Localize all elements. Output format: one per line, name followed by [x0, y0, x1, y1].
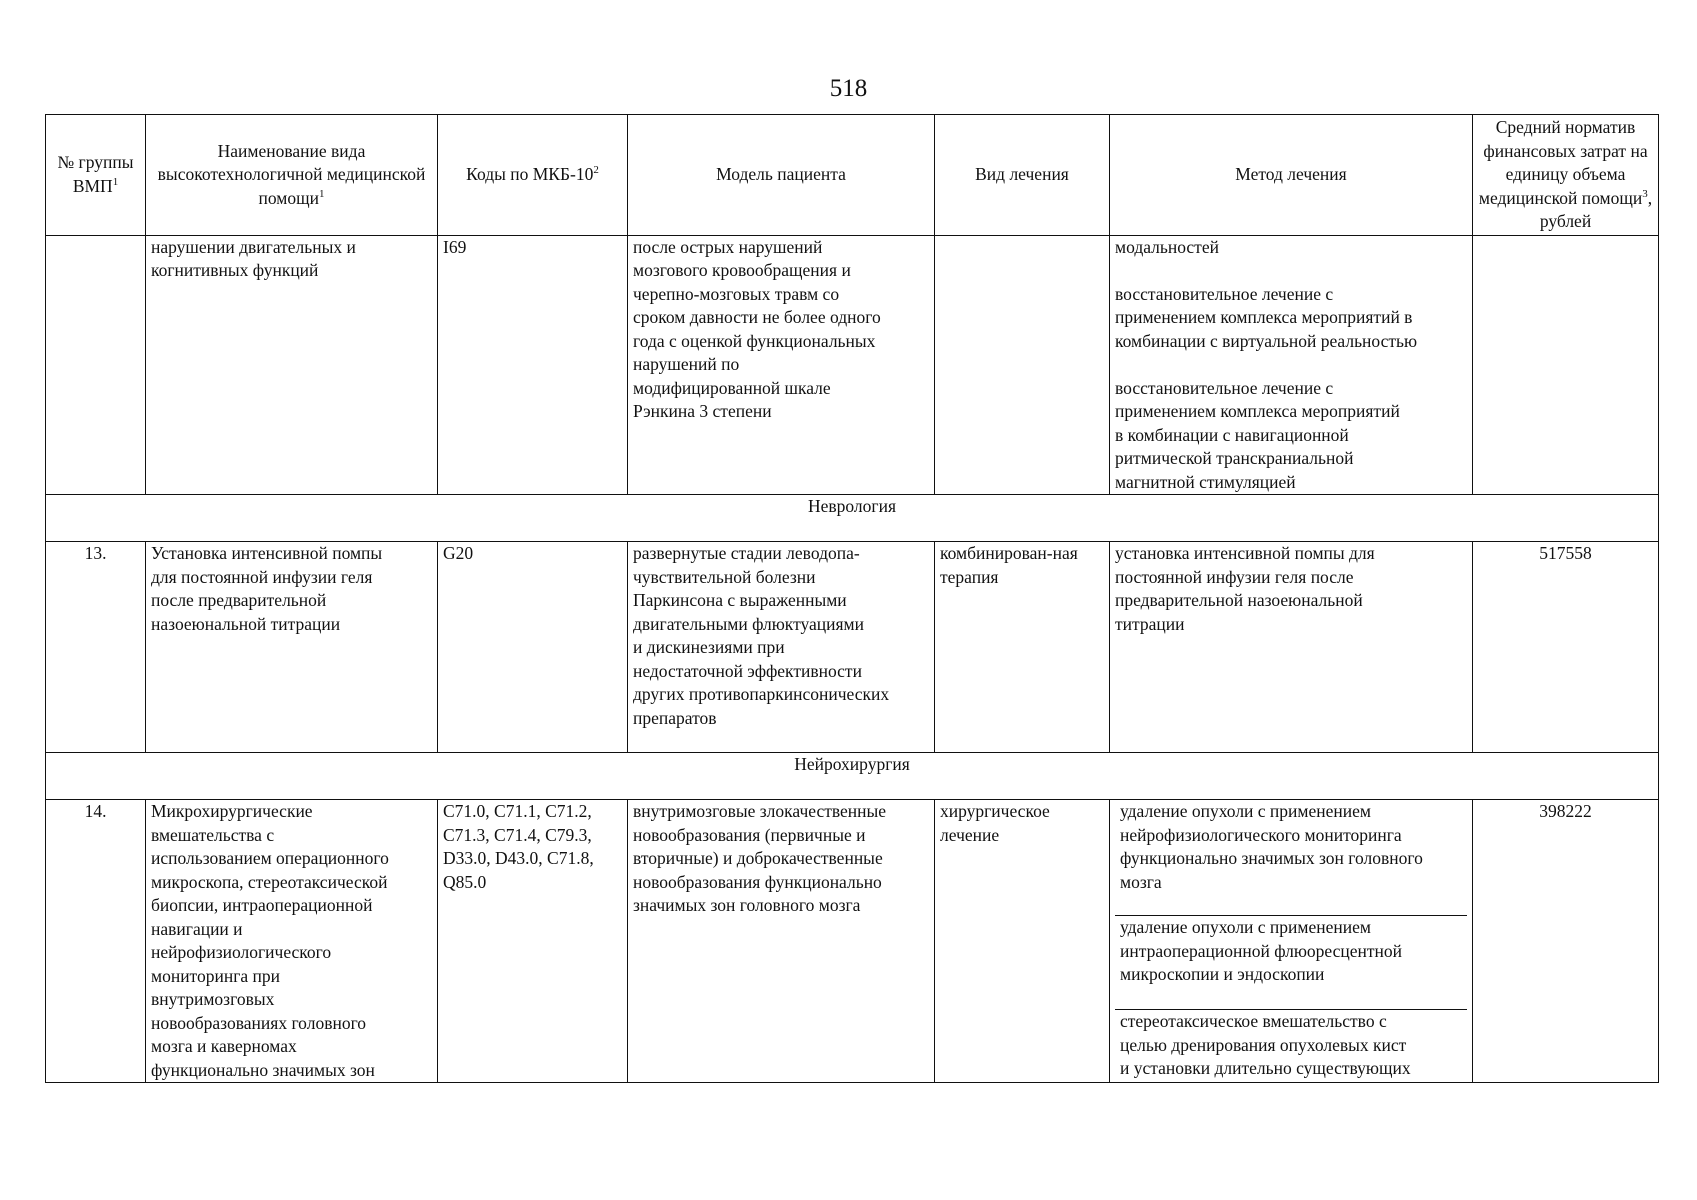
cell-patient-model [628, 800, 935, 1083]
text-line: назоеюнальной титрации [151, 613, 341, 634]
text-line: комбинирован-ная [940, 543, 1078, 563]
text-line: использованием операционного [151, 848, 389, 868]
text-line: новообразования (первичные и [633, 824, 866, 845]
table-row [46, 542, 1659, 753]
header-codes: Коды по МКБ-$10^2$ [438, 115, 628, 236]
text-line: препаратов [633, 707, 717, 728]
text-line: черепно-мозговых травм со [633, 283, 840, 304]
text-line: Паркинсона с выраженными [633, 590, 847, 610]
cell-name [146, 542, 438, 753]
text-line: новообразованиях головного [151, 1012, 367, 1033]
text-line: недостаточной эффективности [633, 660, 862, 681]
text-line: нарушений по [633, 354, 740, 374]
table-row [46, 800, 1659, 1083]
cell-patient-model [628, 542, 935, 753]
cell-cost [1473, 235, 1659, 495]
text-line: биопсии, интраоперационной [151, 895, 373, 915]
cell-method [1110, 542, 1473, 753]
text-line: хирургическое [940, 801, 1050, 821]
section-title: Нейрохирургия [46, 753, 1659, 800]
text-line: магнитной стимуляцией [1115, 471, 1296, 492]
header-cost: Средний норматив финансовых затрат на единицу объема медицинской помощи$^3$, рублей [1473, 115, 1659, 236]
text-line: стереотаксическое вмешательство с [1120, 1011, 1387, 1031]
text-line: ритмической транскраниальной [1115, 448, 1354, 468]
text-line: сроком давности не более одного [633, 307, 881, 327]
text-line: удаление опухоли с применением [1120, 917, 1371, 937]
text-line: удаление опухоли с применением [1120, 801, 1371, 821]
text-line: нейрофизиологического мониторинга [1120, 824, 1402, 845]
text-line: нейрофизиологического [151, 942, 332, 962]
text-line: мозга [1120, 871, 1162, 892]
text-line: модифицированной шкале [633, 377, 831, 398]
text-line: развернутые стадии леводопа- [633, 543, 860, 563]
text-line: применением комплекса мероприятий в [1115, 307, 1413, 327]
text-line: после острых нарушений [633, 236, 823, 257]
text-line: новообразования функционально [633, 871, 882, 892]
text-line: C71.3, C71.4, C79.3, [443, 824, 592, 845]
text-line: внутримозговых [151, 989, 275, 1009]
text-line: после предварительной [151, 590, 327, 610]
cell-cost: 398222 [1473, 800, 1659, 1083]
text-line: титрации [1115, 613, 1185, 634]
page-number: 518 [829, 75, 868, 102]
cell-codes [438, 542, 628, 753]
text-line: терапия [940, 566, 999, 587]
text-line: микроскопии и эндоскопии [1120, 964, 1325, 984]
text-line: года с оценкой функциональных [633, 330, 876, 351]
text-line: целью дренирования опухолевых кист [1120, 1034, 1407, 1055]
text-line: I69 [443, 236, 467, 257]
text-line: Рэнкина 3 степени [633, 401, 772, 421]
table-row [46, 235, 1659, 495]
cell-treatment [935, 800, 1110, 1083]
text-line: модальностей [1115, 236, 1219, 257]
text-line: Q85.0 [443, 871, 487, 892]
header-method: Метод лечения [1110, 115, 1473, 236]
cell-cost: 517558 [1473, 542, 1659, 753]
text-line: нарушении двигательных и [151, 236, 356, 257]
cell-treatment [935, 542, 1110, 753]
text-line: мозга и каверномах [151, 1036, 297, 1056]
header-group-no: № группы ВМП$^1$ [46, 115, 146, 236]
cell-name [146, 235, 438, 495]
text-line: функционально значимых зон головного [1120, 848, 1423, 868]
cell-patient-model [628, 235, 935, 495]
text-line: C71.0, C71.1, C71.2, [443, 801, 592, 821]
method-option [1115, 916, 1467, 1010]
text-line: в комбинации с навигационной [1115, 424, 1349, 445]
text-line: и установки длительно существующих [1120, 1058, 1411, 1078]
text-line: мониторинга при [151, 965, 281, 986]
text-line: значимых зон головного мозга [633, 895, 861, 915]
vmp-table [45, 114, 1659, 1083]
text-line: вмешательства с [151, 824, 275, 845]
text-line: восстановительное лечение с [1115, 283, 1334, 304]
header-patient-model: Модель пациента [628, 115, 935, 236]
text-line: вторичные) и доброкачественные [633, 848, 883, 868]
text-line: навигации и [151, 918, 243, 939]
text-line: D33.0, D43.0, C71.8, [443, 848, 594, 868]
text-line: установка интенсивной помпы для [1115, 543, 1375, 563]
text-line: когнитивных функций [151, 260, 319, 280]
text-line: мозгового кровообращения и [633, 260, 851, 280]
text-line: комбинации с виртуальной реальностью [1115, 330, 1418, 351]
text-line: для постоянной инфузии геля [151, 566, 373, 587]
section-title: Неврология [46, 495, 1659, 542]
text-line: G20 [443, 543, 474, 563]
text-line: Микрохирургические [151, 801, 313, 821]
cell-group-no: 13. [46, 542, 146, 753]
text-line: и дискинезиями при [633, 637, 785, 657]
text-line: внутримозговые злокачественные [633, 801, 887, 821]
text-line: микроскопа, стереотаксической [151, 871, 388, 892]
cell-codes [438, 800, 628, 1083]
text-line: постоянной инфузии геля после [1115, 566, 1354, 587]
section-row-neurology [46, 495, 1659, 542]
text-line: Установка интенсивной помпы [151, 543, 383, 563]
text-line: предварительной назоеюнальной [1115, 590, 1363, 610]
text-line: чувствительной болезни [633, 566, 816, 587]
cell-treatment [935, 235, 1110, 495]
cell-codes [438, 235, 628, 495]
cell-group-no [46, 235, 146, 495]
cell-name [146, 800, 438, 1083]
cell-method [1110, 235, 1473, 495]
text-line: лечение [940, 824, 1000, 845]
header-name: Наименование вида высокотехнологичной медицинской помощи$^1$ [146, 115, 438, 236]
text-line: применением комплекса мероприятий [1115, 401, 1400, 421]
cell-group-no: 14. [46, 800, 146, 1083]
text-line: двигательными флюктуациями [633, 613, 864, 634]
text-line: восстановительное лечение с [1115, 377, 1334, 398]
text-line: других противопаркинсонических [633, 684, 890, 704]
header-treatment-type: Вид лечения [935, 115, 1110, 236]
method-option [1115, 1010, 1467, 1081]
text-line: интраоперационной флюоресцентной [1120, 940, 1403, 961]
method-option [1115, 800, 1467, 916]
cell-method [1110, 800, 1473, 1083]
text-line: функционально значимых зон [151, 1059, 375, 1080]
header-row [46, 115, 1659, 236]
section-row-neurosurgery [46, 753, 1659, 800]
